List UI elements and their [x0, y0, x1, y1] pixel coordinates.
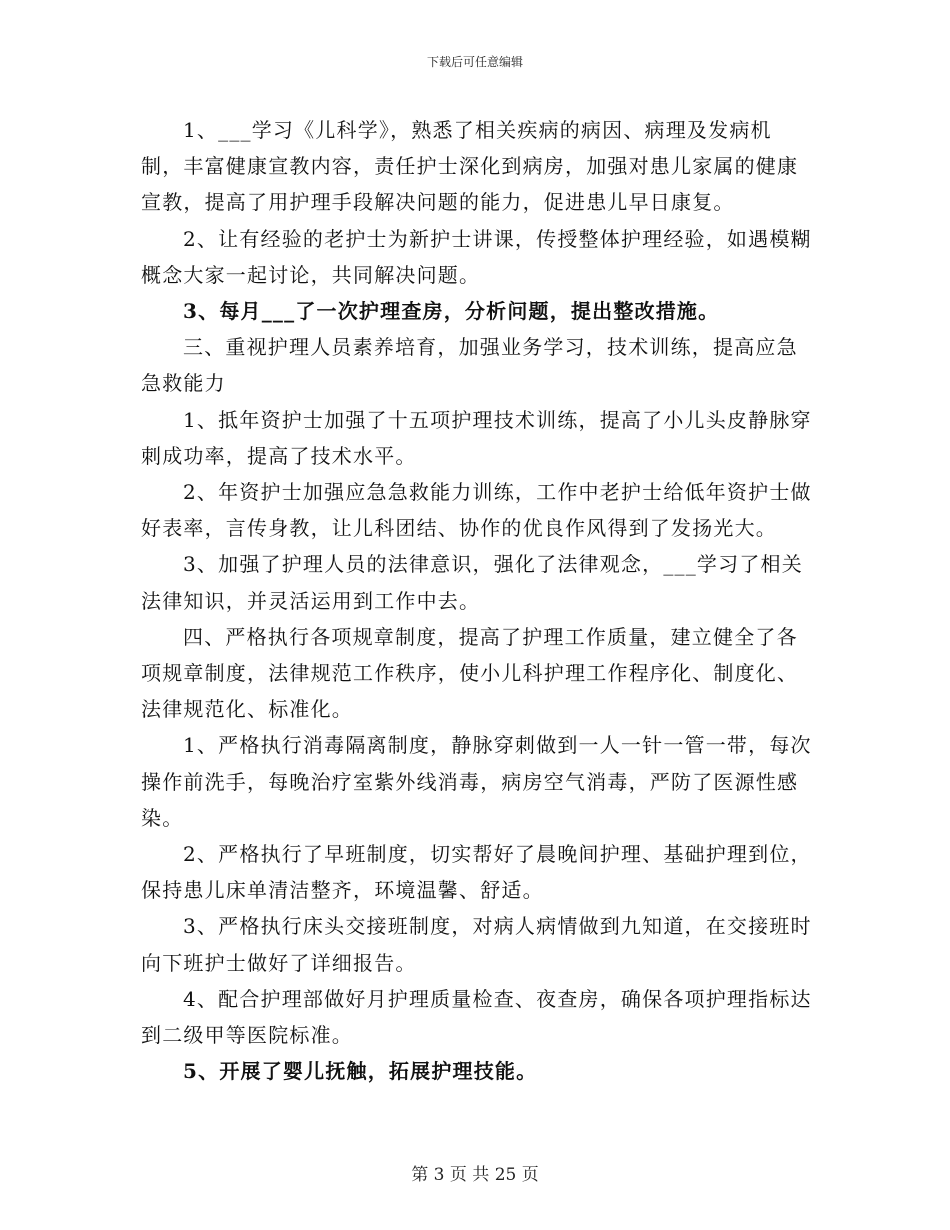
paragraph: 3、加强了护理人员的法律意识，强化了法律观念，___学习了相关法律知识，并灵活运用到工作中去。 [141, 552, 803, 613]
paragraph: 2、让有经验的老护士为新护士讲课，传授整体护理经验，如遇模糊概念大家一起讨论，共同解决问题。 [141, 226, 812, 287]
paragraph: 1、严格执行消毒隔离制度，静脉穿刺做到一人一针一管一带，每次操作前洗手，每晚治疗室紫外线消毒，病房空气消毒，严防了医源性感染。 [141, 733, 812, 830]
page-header: 下载后可任意编辑 [426, 55, 523, 69]
paragraph-bold: 5、开展了婴儿抚触，拓展护理技能。 [183, 1059, 538, 1084]
paragraph: 3、严格执行床头交接班制度，对病人病情做到九知道，在交接班时向下班护士做好了详细报告。 [141, 914, 812, 975]
paragraph-bold: 3、每月___了一次护理查房，分析问题，提出整改措施。 [183, 299, 720, 324]
paragraph: 1、___学习《儿科学》，熟悉了相关疾病的病因、病理及发病机制，丰富健康宣教内容，责任护士深化到病房，加强对患儿家属的健康宣教，提高了用护理手段解决问题的能力，促进患儿早日康复。 [141, 118, 799, 215]
paragraph: 2、年资护士加强应急急救能力训练，工作中老护士给低年资护士做好表率，言传身教，让儿科团结、协作的优良作风得到了发扬光大。 [141, 480, 812, 541]
paragraph: 2、严格执行了早班制度，切实帮好了晨晚间护理、基础护理到位，保持患儿床单清洁整齐，环境温馨、舒适。 [141, 842, 812, 903]
section-heading: 三、重视护理人员素养培育，加强业务学习，技术训练，提高应急急救能力 [141, 335, 798, 396]
page-footer: 第 3 页 共 25 页 [411, 1165, 539, 1185]
section-heading: 四、严格执行各项规章制度，提高了护理工作质量，建立健全了各项规章制度，法律规范工作秩序，使小儿科护理工作程序化、制度化、法律规范化、标准化。 [141, 624, 799, 722]
paragraph: 1、抵年资护士加强了十五项护理技术训练，提高了小儿头皮静脉穿刺成功率，提高了技术水平。 [141, 407, 812, 468]
document-body [141, 112, 813, 1089]
paragraph: 4、配合护理部做好月护理质量检查、夜查房，确保各项护理指标达到二级甲等医院标准。 [141, 986, 812, 1048]
